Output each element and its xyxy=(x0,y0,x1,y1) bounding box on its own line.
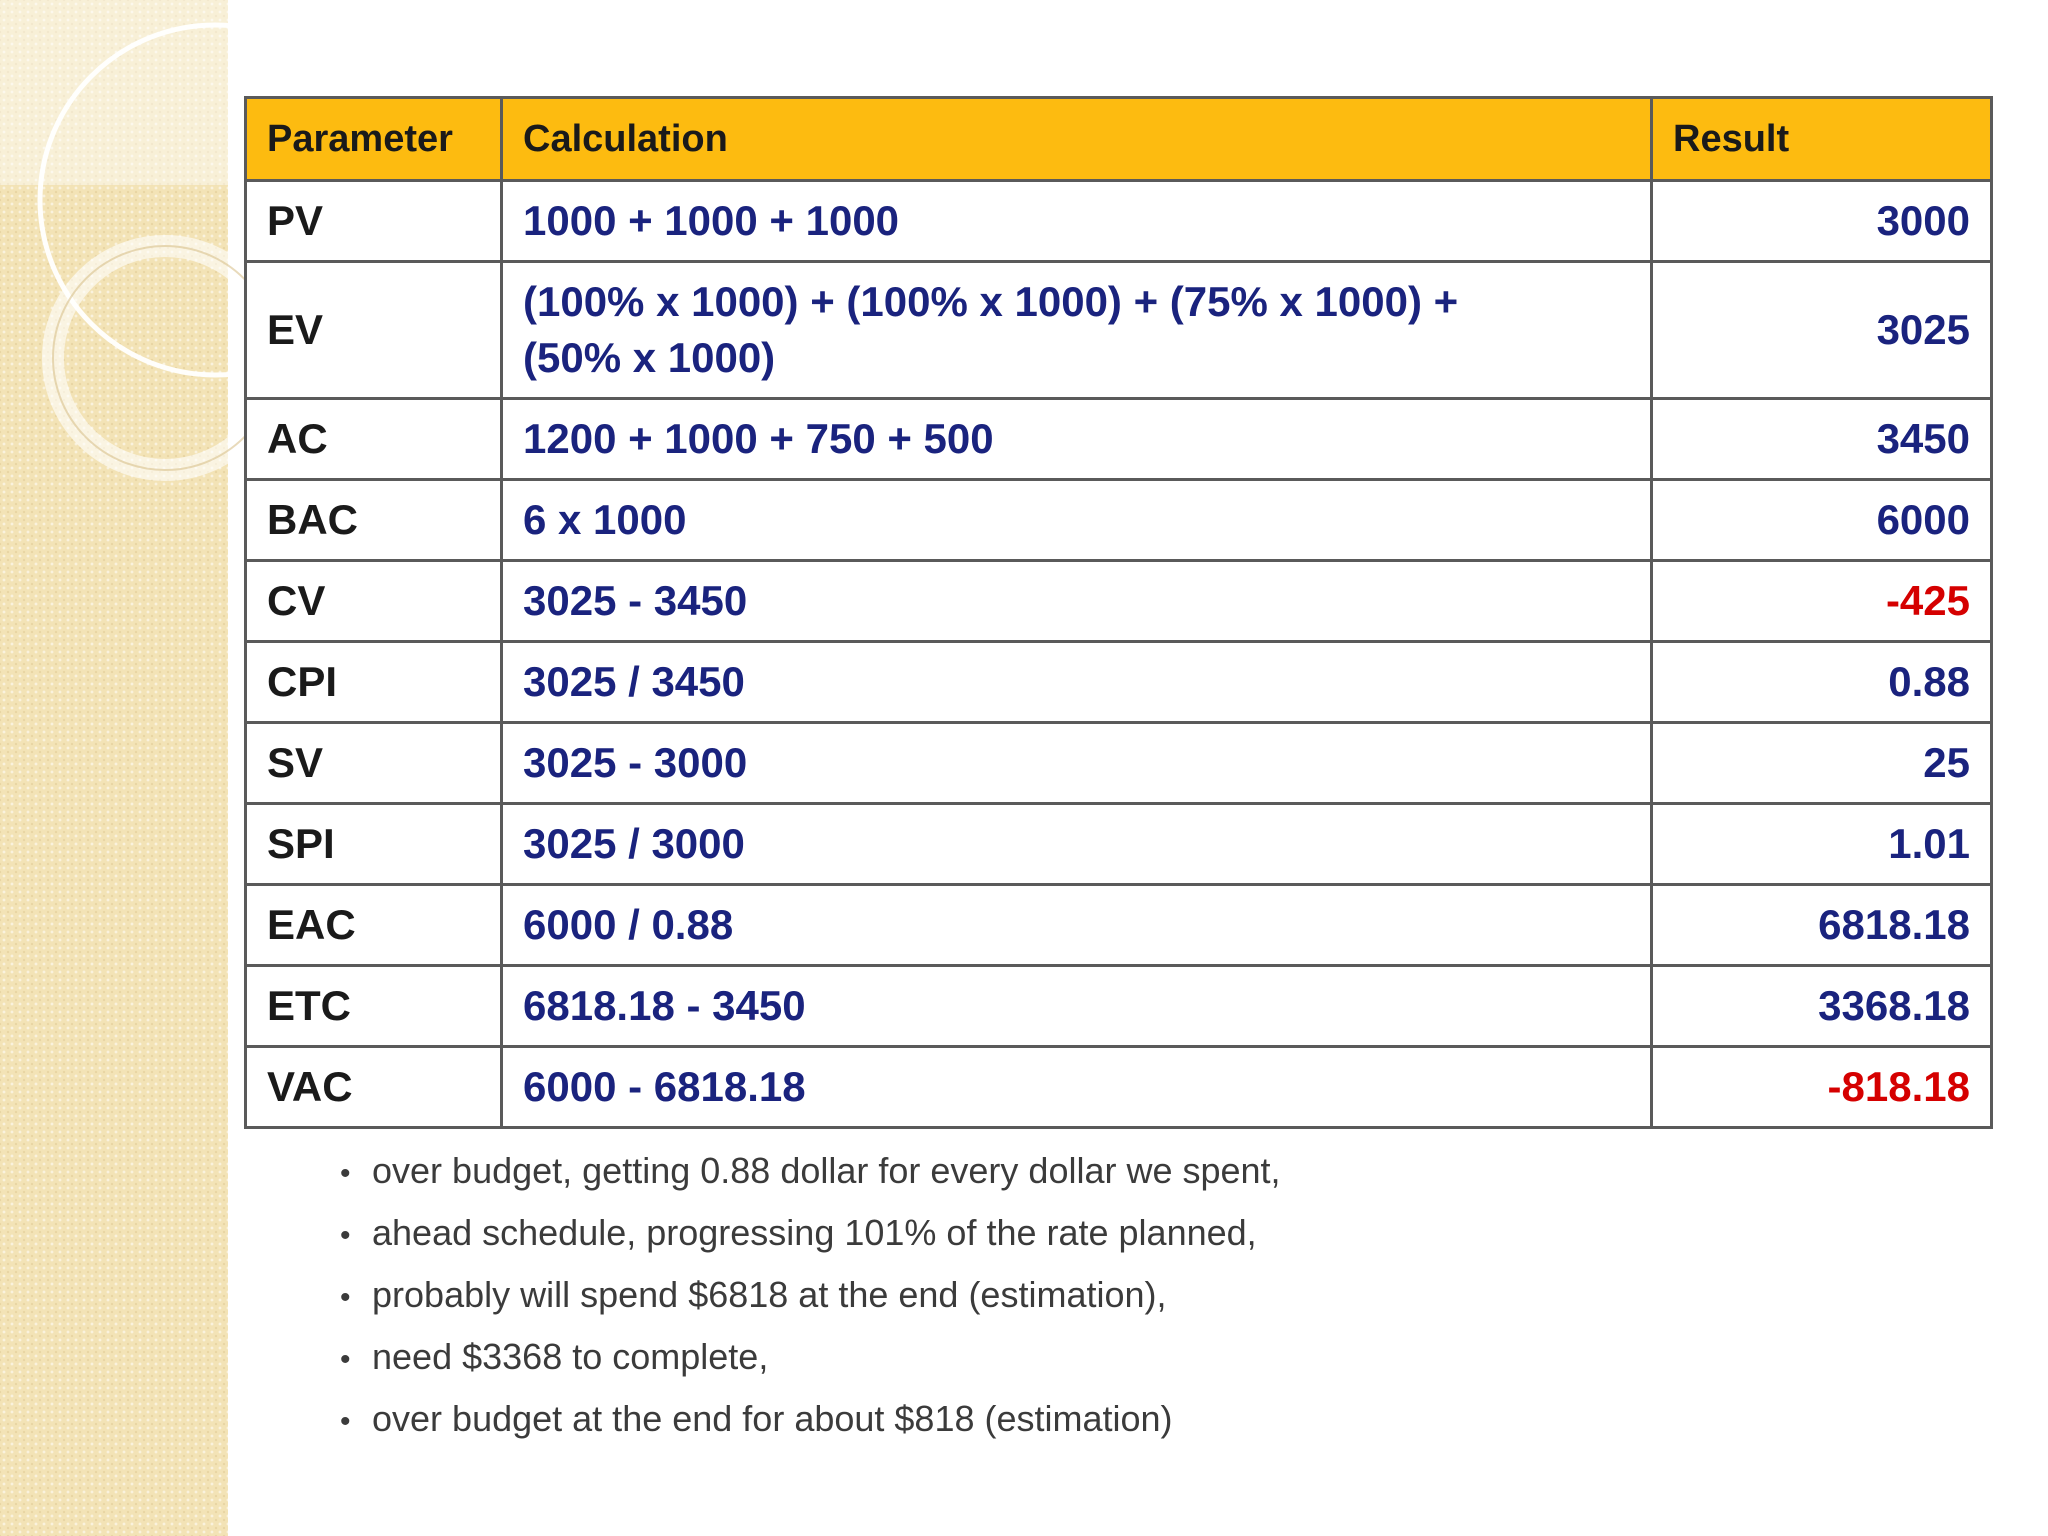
interpretation-notes xyxy=(340,1140,1281,1450)
table-row xyxy=(246,966,1992,1047)
header-calculation: Calculation xyxy=(502,98,1652,181)
evm-table-container xyxy=(244,96,1990,1129)
decorative-side-strip xyxy=(0,0,228,1536)
cell-calculation xyxy=(502,804,1652,885)
note-text: over budget, getting 0.88 dollar for every dollar we spent, xyxy=(372,1150,1281,1191)
table-row xyxy=(246,480,1992,561)
bullet-icon: • xyxy=(340,1281,351,1314)
cell-parameter: CPI xyxy=(246,642,502,723)
cell-parameter: SPI xyxy=(246,804,502,885)
bullet-icon: • xyxy=(340,1157,351,1190)
cell-parameter: BAC xyxy=(246,480,502,561)
bullet-icon: • xyxy=(340,1219,351,1252)
cell-result: -425 xyxy=(1652,561,1992,642)
table-row xyxy=(246,804,1992,885)
header-parameter: Parameter xyxy=(246,98,502,181)
cell-parameter: SV xyxy=(246,723,502,804)
note-item xyxy=(340,1326,1281,1388)
table-row xyxy=(246,723,1992,804)
cell-parameter: EV xyxy=(246,262,502,399)
cell-parameter: EAC xyxy=(246,885,502,966)
table-row xyxy=(246,642,1992,723)
table-row xyxy=(246,262,1992,399)
note-text: over budget at the end for about $818 (estimation) xyxy=(372,1398,1173,1439)
table-body xyxy=(246,181,1992,1128)
cell-calculation xyxy=(502,1047,1652,1128)
cell-result: 3000 xyxy=(1652,181,1992,262)
cell-result: -818.18 xyxy=(1652,1047,1992,1128)
cell-calculation xyxy=(502,885,1652,966)
note-item xyxy=(340,1264,1281,1326)
table-row xyxy=(246,1047,1992,1128)
calc-line-1: 3025 - 3450 xyxy=(523,577,748,624)
table-row xyxy=(246,561,1992,642)
cell-parameter: CV xyxy=(246,561,502,642)
cell-parameter: ETC xyxy=(246,966,502,1047)
cell-result: 3368.18 xyxy=(1652,966,1992,1047)
evm-calculation-table xyxy=(244,96,1993,1129)
note-text: ahead schedule, progressing 101% of the rate planned, xyxy=(372,1212,1257,1253)
cell-calculation xyxy=(502,399,1652,480)
cell-calculation xyxy=(502,262,1652,399)
calc-line-1: 6818.18 - 3450 xyxy=(523,982,806,1029)
cell-calculation xyxy=(502,966,1652,1047)
bullet-icon: • xyxy=(340,1343,351,1376)
cell-parameter: PV xyxy=(246,181,502,262)
cell-calculation xyxy=(502,480,1652,561)
table-row xyxy=(246,399,1992,480)
cell-result: 6818.18 xyxy=(1652,885,1992,966)
calc-line-1: 6000 - 6818.18 xyxy=(523,1063,806,1110)
cell-result: 3450 xyxy=(1652,399,1992,480)
cell-result: 1.01 xyxy=(1652,804,1992,885)
table-header-row xyxy=(246,98,1992,181)
note-text: need $3368 to complete, xyxy=(372,1336,769,1377)
cell-calculation xyxy=(502,642,1652,723)
note-text: probably will spend $6818 at the end (estimation), xyxy=(372,1274,1167,1315)
calc-line-1: 3025 - 3000 xyxy=(523,739,748,786)
note-item xyxy=(340,1140,1281,1202)
table-row xyxy=(246,885,1992,966)
decorative-strip-highlight xyxy=(0,0,228,185)
table-row xyxy=(246,181,1992,262)
calc-line-2: (50% x 1000) xyxy=(523,334,776,381)
calc-line-1: 1200 + 1000 + 750 + 500 xyxy=(523,415,994,462)
calc-line-1: 3025 / 3450 xyxy=(523,658,745,705)
bullet-icon: • xyxy=(340,1405,351,1438)
calc-line-1: (100% x 1000) + (100% x 1000) + (75% x 1000) + xyxy=(523,278,1459,325)
cell-result: 6000 xyxy=(1652,480,1992,561)
cell-parameter: VAC xyxy=(246,1047,502,1128)
cell-result: 25 xyxy=(1652,723,1992,804)
cell-calculation xyxy=(502,561,1652,642)
header-result: Result xyxy=(1652,98,1992,181)
note-item xyxy=(340,1388,1281,1450)
calc-line-1: 3025 / 3000 xyxy=(523,820,745,867)
calc-line-1: 6 x 1000 xyxy=(523,496,687,543)
calc-line-1: 1000 + 1000 + 1000 xyxy=(523,197,900,244)
note-item xyxy=(340,1202,1281,1264)
calc-line-1: 6000 / 0.88 xyxy=(523,901,734,948)
cell-calculation xyxy=(502,181,1652,262)
cell-result: 0.88 xyxy=(1652,642,1992,723)
cell-calculation xyxy=(502,723,1652,804)
cell-parameter: AC xyxy=(246,399,502,480)
cell-result: 3025 xyxy=(1652,262,1992,399)
